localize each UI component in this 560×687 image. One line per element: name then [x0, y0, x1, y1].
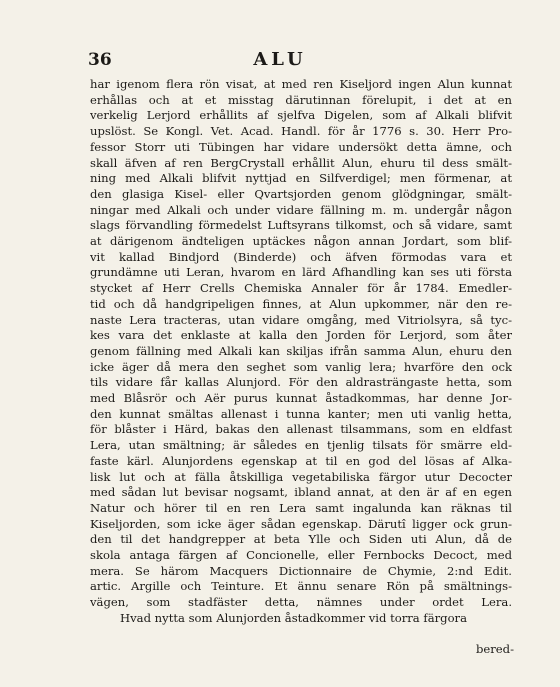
text-line [90, 343, 512, 359]
text-line-content: ningar med Alkali och under vidare fällning m. m. undergår någon [90, 202, 512, 217]
text-line-content: tils vidare får kallas Alunjord. För den aldrasträngaste hetta, som [90, 375, 512, 390]
text-line [90, 359, 512, 375]
text-line-content: Hvad nytta som Alunjorden åstadkommer vid torra färgora [120, 610, 468, 625]
text-line-content: artic. Argille och Teinture. Et ännu senare Rön på smältnings- [90, 579, 512, 594]
text-line [90, 578, 512, 594]
text-line-content: skola antaga färgen af Concionelle, eller Fernbocks Decoct, med [90, 548, 512, 562]
text-line-content: mera. Se härom Macquers Dictionnaire de Chymie, 2:nd Edit. [90, 563, 512, 578]
text-line-content: icke äger då mera den seghet som vanlig lera; hvarföre den ock [90, 359, 512, 374]
text-line-content: stycket af Herr Crells Chemiska Annaler för år 1784. Emedler- [90, 281, 512, 296]
text-line [90, 390, 512, 406]
text-line [90, 547, 512, 563]
text-line [90, 107, 512, 123]
text-line-content: lisk lut och at fälla åtskilliga vegetabiliska färgor utur Decocter [90, 469, 512, 484]
text-line-content: verkelig Lerjord erhållits af sjelfva Digelen, som af Alkali blifvit [90, 108, 512, 123]
text-line-content: ning med Alkali blifvit nyttjad en Silfverdigel; men förmenar, at [90, 171, 512, 186]
text-line [90, 123, 512, 139]
text-line [90, 312, 512, 328]
text-line-content: den kunnat smältas allenast i tunna kanter; men uti vanlig hetta, [90, 406, 512, 421]
text-line [90, 186, 512, 202]
text-line-content: för blåster i Härd, bakas den allenast tilsammans, som en eldfast [90, 422, 512, 437]
catchword: bered- [475, 642, 514, 656]
text-line [90, 155, 512, 171]
text-line-content: Lera, utan smältning; är således en tjenlig tilsats för smärre eld- [90, 438, 512, 453]
text-line [90, 453, 512, 469]
text-line [90, 296, 512, 312]
text-line-content: faste kärl. Alunjordens egenskap at til en god del lösas af Alka- [90, 453, 512, 468]
text-line-content: erhållas och at et misstag därutinnan förelupit, i det at en [90, 92, 512, 107]
text-line [90, 594, 512, 610]
text-line [90, 500, 512, 516]
text-line-content: slags förvandling förmedelst Luftsyrans tilkomst, och så vidare, samt [90, 218, 512, 233]
text-line-content: den glasiga Kisel- eller Qvartsjorden genom glödgningar, smält- [90, 186, 512, 201]
text-line [120, 610, 542, 626]
text-line-content: kes vara det enklaste at kalla den Jorden för Lerjord, som åter [90, 328, 512, 343]
text-line [90, 249, 512, 265]
text-line-content: tid och då handgripeligen finnes, at Alun upkommer, när den re- [90, 296, 512, 311]
text-line [90, 437, 512, 453]
text-line-content: naste Lera tracteras, utan vidare omgång, med Vitriolsyra, så tyc- [90, 312, 512, 327]
text-line [90, 421, 512, 437]
text-line-content: med Blåsrör och Aër purus kunnat åstadkommas, har denne Jor- [90, 391, 512, 405]
text-line [90, 264, 512, 280]
text-line-content: har igenom flera rön visat, at med ren Kiseljord ingen Alun kunnat [90, 77, 512, 91]
text-line [90, 76, 512, 92]
text-line [90, 217, 512, 233]
text-line-content: Kiseljorden, som icke äger sådan egenskap. Därutî ligger ock grun- [90, 516, 512, 531]
text-line [90, 202, 512, 218]
text-line-content: vit kallad Bindjord (Binderde) och äfven förmodas vara et [90, 249, 512, 264]
text-line-content: genom fällning med Alkali kan skiljas ifrån samma Alun, ehuru den [90, 343, 512, 358]
text-line-content: fessor Storr uti Tübingen har vidare undersökt detta ämne, och [90, 139, 512, 154]
text-line [90, 233, 512, 249]
text-line [90, 92, 512, 108]
text-line [90, 170, 512, 186]
text-line [90, 280, 512, 296]
text-line [90, 406, 512, 422]
text-line-content: vägen, som stadfäster detta, nämnes under ordet Lera. [90, 595, 512, 610]
text-line [90, 531, 512, 547]
page-number: 36 [88, 50, 112, 70]
text-line-content: den til det handgrepper at beta Ylle och Siden uti Alun, då de [90, 532, 512, 547]
text-line-content: skall äfven af ren BergCrystall erhållit Alun, ehuru til dess smält- [90, 155, 512, 170]
text-line [90, 139, 512, 155]
text-line [90, 516, 512, 532]
running-head: ALU [253, 49, 307, 70]
text-line-content: upslöst. Se Kongl. Vet. Acad. Handl. för år 1776 s. 30. Herr Pro- [90, 124, 512, 139]
text-line-content: Natur och hörer til en ren Lera samt ingalunda kan räknas til [90, 500, 512, 515]
text-line-content: grundämne uti Leran, hvarom en lärd Afhandling kan ses uti första [90, 265, 512, 280]
text-line [90, 374, 512, 390]
text-line [90, 563, 512, 579]
text-line [90, 484, 512, 500]
text-line-content: at därigenom ändteligen uptäckes någon annan Jordart, som blif- [90, 234, 512, 248]
text-line [90, 327, 512, 343]
text-line-content: med sådan lut bevisar nogsamt, ibland annat, at den är af en egen [90, 485, 512, 500]
text-line [90, 469, 512, 485]
